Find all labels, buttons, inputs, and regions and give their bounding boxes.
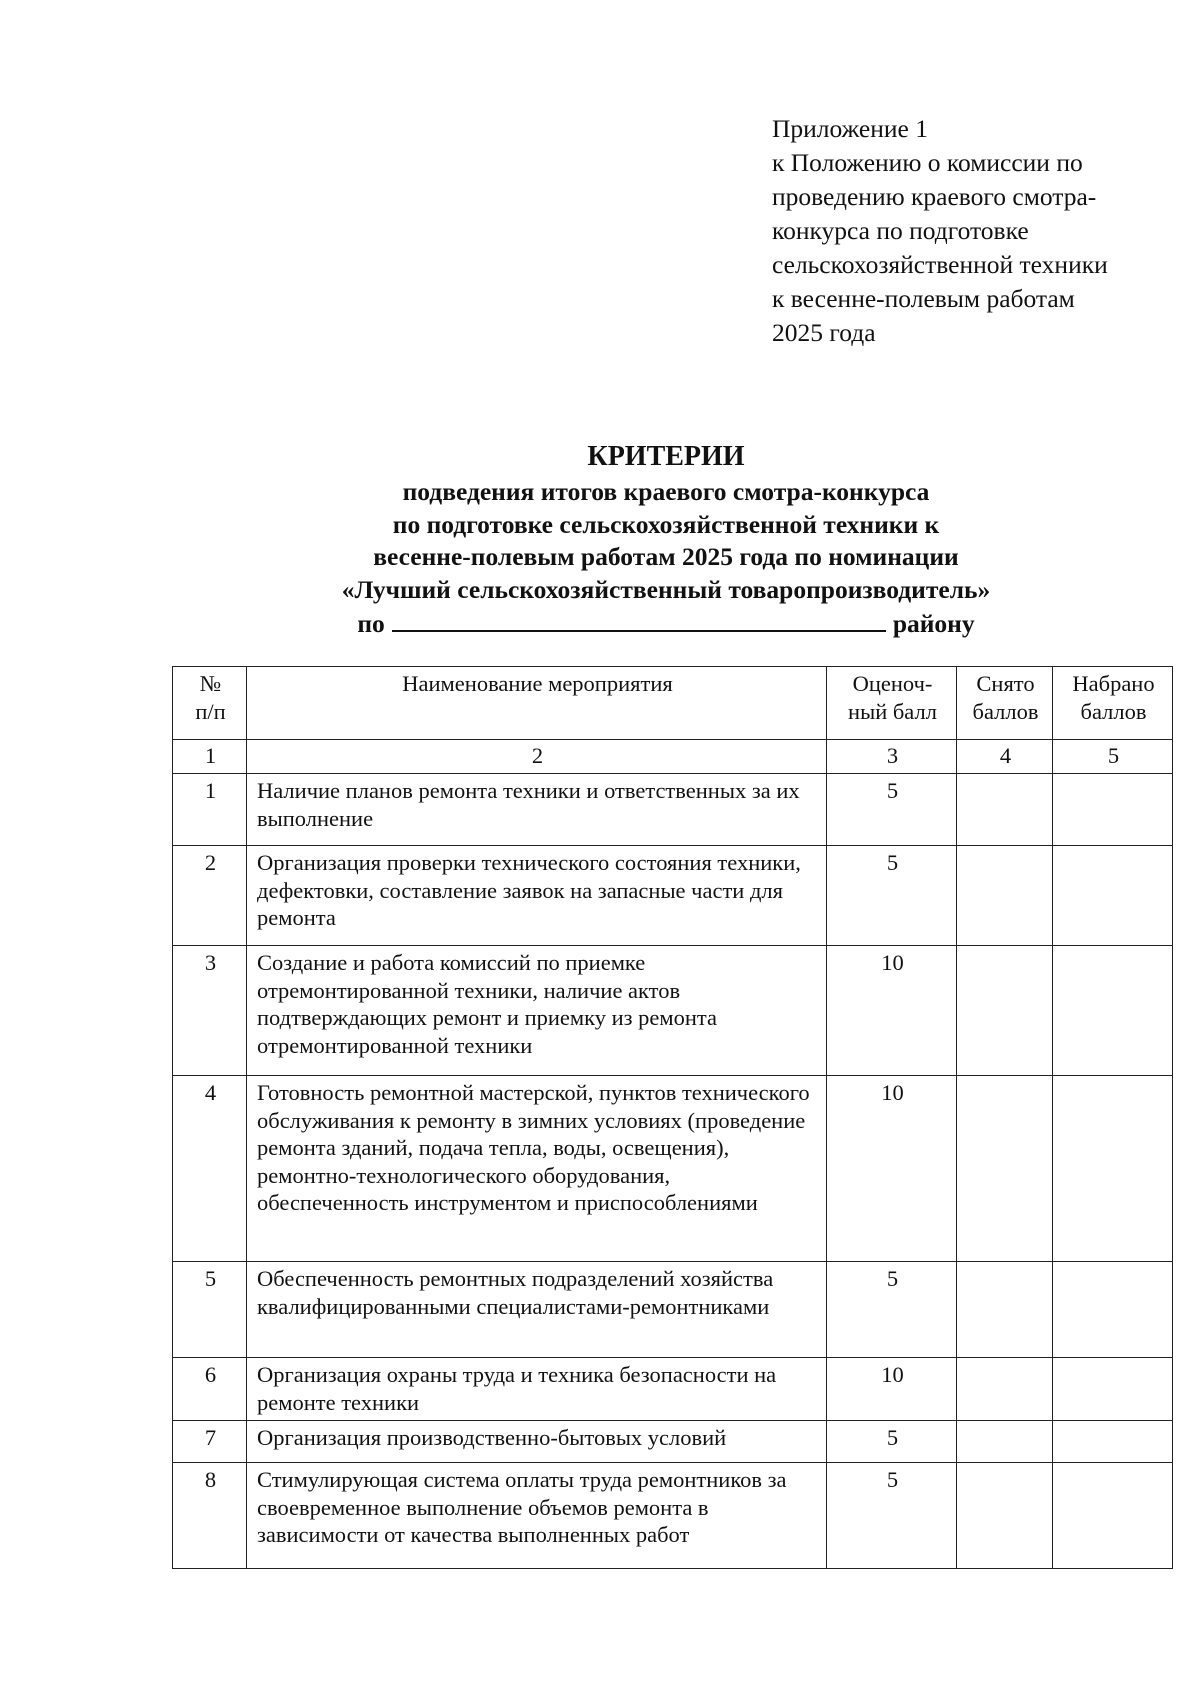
column-number: 2 <box>247 740 827 774</box>
row-number: 7 <box>173 1421 247 1463</box>
table-row <box>173 1076 1173 1262</box>
title-line-1: подведения итогов краевого смотра-конкурса <box>402 477 930 506</box>
row-name: Организация производственно-бытовых условий <box>247 1421 827 1463</box>
header-earned-line-1: Набрано <box>1072 671 1155 696</box>
row-score: 10 <box>827 1076 957 1262</box>
header-earned-line-2: баллов <box>1080 698 1147 724</box>
row-earned <box>1053 1262 1173 1358</box>
appendix-line: Приложение 1 <box>772 114 928 143</box>
header-num-line-1: № <box>199 671 222 696</box>
title-district-line <box>0 606 1200 641</box>
row-name: Обеспеченность ремонтных подразделений хозяйства квалифицированными специалистами-ремонтниками <box>247 1262 827 1358</box>
row-earned <box>1053 1421 1173 1463</box>
row-name: Организация проверки технического состояния техники, дефектовки, составление заявок на запасные части для ремонта <box>247 846 827 946</box>
appendix-note <box>772 112 1172 350</box>
row-removed <box>957 1421 1053 1463</box>
row-earned <box>1053 946 1173 1076</box>
column-number: 5 <box>1053 740 1173 774</box>
row-removed <box>957 1076 1053 1262</box>
row-name: Наличие планов ремонта техники и ответственных за их выполнение <box>247 774 827 846</box>
row-removed <box>957 774 1053 846</box>
row-score: 5 <box>827 1421 957 1463</box>
table-row <box>173 1358 1173 1421</box>
column-number: 3 <box>827 740 957 774</box>
header-score <box>827 667 957 740</box>
row-number: 4 <box>173 1076 247 1262</box>
row-earned <box>1053 1358 1173 1421</box>
appendix-line: к весенне-полевым работам <box>772 284 1075 313</box>
title-line-4: «Лучший сельскохозяйственный товаропроизводитель» <box>341 574 991 604</box>
appendix-line: 2025 года <box>772 318 876 347</box>
row-score: 10 <box>827 946 957 1076</box>
row-name: Стимулирующая система оплаты труда ремонтников за своевременное выполнение объемов ремонта в зависимости от качества выполненных работ <box>247 1463 827 1569</box>
title-line-3: весенне-полевым работам 2025 года по номинации <box>373 542 959 571</box>
row-removed <box>957 846 1053 946</box>
title-heading: КРИТЕРИИ <box>587 441 745 472</box>
row-earned <box>1053 1463 1173 1569</box>
row-removed <box>957 1358 1053 1421</box>
header-num <box>173 667 247 740</box>
appendix-line: проведению краевого смотра- <box>772 182 1097 211</box>
header-removed <box>957 667 1053 740</box>
header-name <box>247 667 827 740</box>
row-score: 5 <box>827 1463 957 1569</box>
district-prefix: по <box>357 609 385 638</box>
row-score: 5 <box>827 846 957 946</box>
table-row <box>173 946 1173 1076</box>
row-removed <box>957 946 1053 1076</box>
row-earned <box>1053 1076 1173 1262</box>
header-num-line-2: п/п <box>195 698 226 724</box>
row-name: Готовность ремонтной мастерской, пунктов технического обслуживания к ремонту в зимних условиях (проведение ремонта зданий, подача тепла, воды, освещения), ремонтно-технологического оборудования, обеспеченность инструментом и приспособлениями <box>247 1076 827 1262</box>
header-earned <box>1053 667 1173 740</box>
district-blank-line <box>392 606 886 632</box>
row-number: 2 <box>173 846 247 946</box>
criteria-table <box>172 666 1173 1569</box>
row-number: 1 <box>173 774 247 846</box>
appendix-line: конкурса по подготовке <box>772 216 1029 245</box>
row-score: 5 <box>827 774 957 846</box>
row-number: 8 <box>173 1463 247 1569</box>
header-removed-line-2: баллов <box>972 698 1039 724</box>
row-earned <box>1053 846 1173 946</box>
header-score-line-1: Оценоч- <box>852 671 933 696</box>
row-removed <box>957 1262 1053 1358</box>
row-number: 3 <box>173 946 247 1076</box>
appendix-line: к Положению о комиссии по <box>772 148 1083 177</box>
row-earned <box>1053 774 1173 846</box>
title-line-2: по подготовке сельскохозяйственной техники к <box>392 509 940 539</box>
row-name: Создание и работа комиссий по приемке отремонтированной техники, наличие актов подтверждающих ремонт и приемку из ремонта отремонтированной техники <box>247 946 827 1076</box>
header-score-line-2: ный балл <box>848 698 937 724</box>
row-number: 5 <box>173 1262 247 1358</box>
column-number: 4 <box>957 740 1053 774</box>
row-number: 6 <box>173 1358 247 1421</box>
appendix-line: сельскохозяйственной техники <box>772 250 1108 279</box>
district-suffix: району <box>892 609 975 638</box>
table-row <box>173 846 1173 946</box>
row-score: 10 <box>827 1358 957 1421</box>
header-removed-line-1: Снято <box>976 671 1035 696</box>
table-header-row <box>173 667 1173 740</box>
table-row <box>173 1421 1173 1463</box>
row-name: Организация охраны труда и техника безопасности на ремонте техники <box>247 1358 827 1421</box>
column-number-row <box>173 740 1173 774</box>
table-row <box>173 1262 1173 1358</box>
table-row <box>173 774 1173 846</box>
document-title <box>0 438 1200 641</box>
header-name-text: Наименование мероприятия <box>402 671 673 696</box>
table-row <box>173 1463 1173 1569</box>
row-score: 5 <box>827 1262 957 1358</box>
row-removed <box>957 1463 1053 1569</box>
column-number: 1 <box>173 740 247 774</box>
